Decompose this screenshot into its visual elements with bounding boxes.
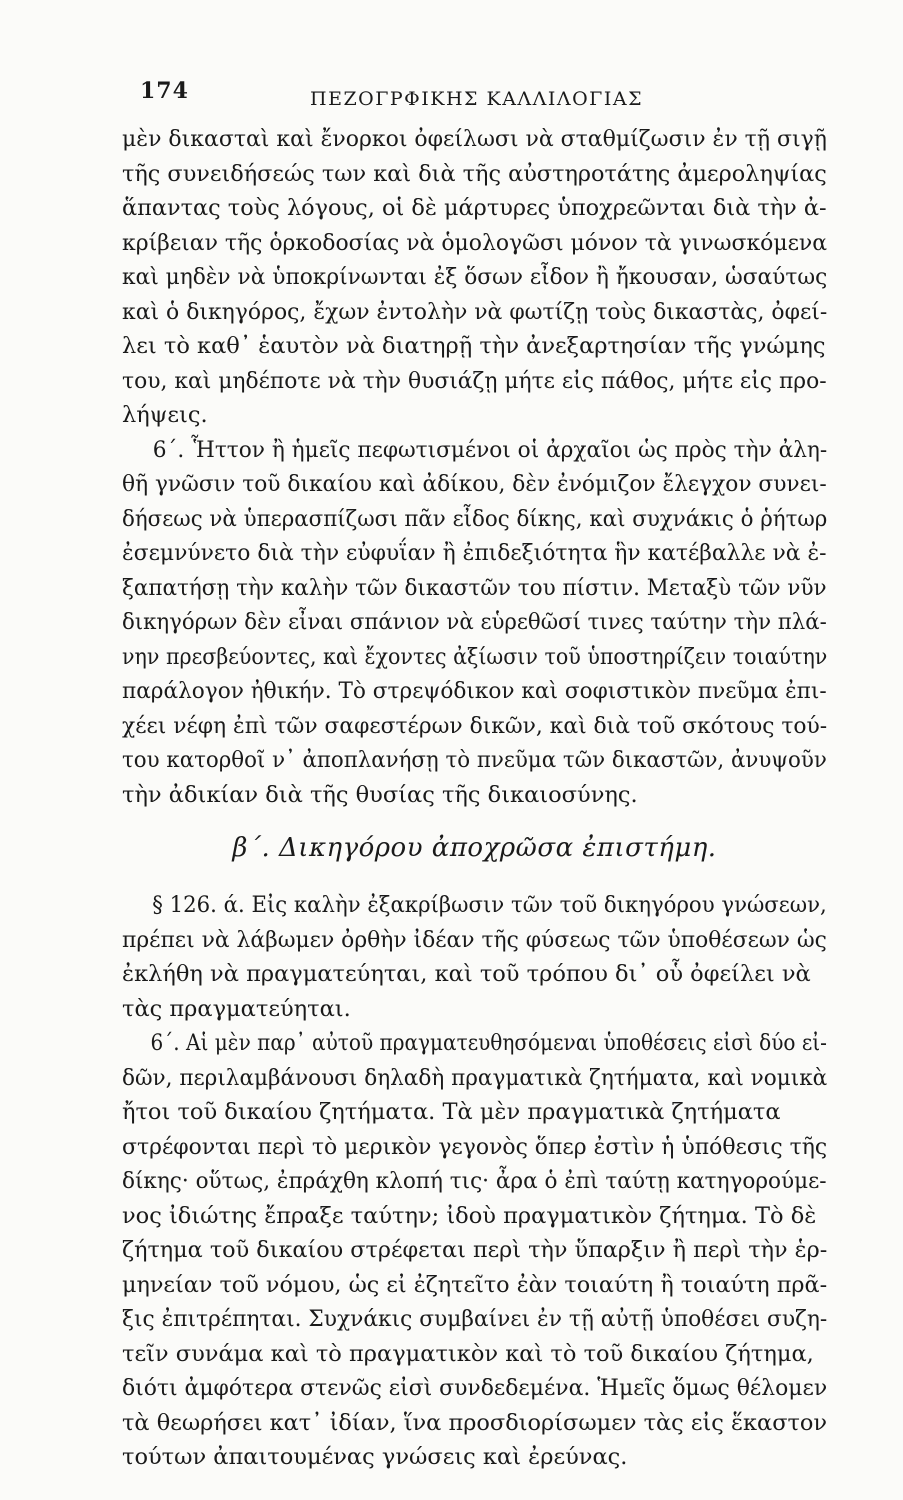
text-line: τὴν ἀδικίαν διὰ τῆς θυσίας τῆς δικαιοσύνης.	[122, 781, 638, 808]
text-line: διότι ἀμφότερα στενῶς εἰσὶ συνδεδεμένα. Ἡμεῖς ὅμως θέλομεν	[122, 1375, 828, 1401]
text-line: πρέπει νὰ λάβωμεν ὀρθὴν ἰδέαν τῆς φύσεως τῶν ὑποθέσεων ὡς	[122, 926, 827, 953]
text-line: § 126. ά. Εἰς καλὴν ἐξακρίβωσιν τῶν τοῦ δικηγόρου γνώσεων,	[152, 892, 827, 918]
section-heading: β΄. Δικηγόρου ἀποχρῶσα ἐπιστήμη.	[232, 833, 717, 863]
page-number: 174	[140, 78, 189, 104]
text-line: δήσεως νὰ ὑπερασπίζωσι πᾶν εἶδος δίκης, καὶ συχνάκις ὁ ῥήτωρ	[122, 505, 828, 532]
text-line: θῆ γνῶσιν τοῦ δικαίου καὶ ἀδίκου, δὲν ἐνόμιζον ἔλεγχον συνει-	[122, 471, 827, 497]
text-line: ζήτημα τοῦ δικαίου στρέφεται περὶ τὴν ὕπαρξιν ἢ περὶ τὴν ἑρ-	[122, 1237, 828, 1263]
text-line: μὲν δικασταὶ καὶ ἔνορκοι ὀφείλωσι νὰ σταθμίζωσιν ἐν τῇ σιγῇ	[122, 126, 827, 152]
text-line: νην πρεσβεύοντες, καὶ ἔχοντες ἀξίωσιν τοῦ ὑποστηρίζειν τοιαύτην	[122, 643, 828, 670]
text-line: δικηγόρων δὲν εἶναι σπάνιον νὰ εὑρεθῶσί τινες ταύτην τὴν πλά-	[122, 609, 827, 635]
text-line: χέει νέφη ἐπὶ τῶν σαφεστέρων δικῶν, καὶ διὰ τοῦ σκότους τού-	[122, 712, 828, 739]
text-line: ἤτοι τοῦ δικαίου ζητήματα. Τὰ μὲν πραγματικὰ ζητήματα	[122, 1099, 781, 1125]
text-line: τὰ θεωρήσει κατ᾽ ἰδίαν, ἵνα προσδιορίσωμεν τὰς εἰς ἕκαστον	[122, 1409, 828, 1436]
text-line: δίκης· οὕτως, ἐπράχθη κλοπή τις· ἆρα ὁ ἐπὶ ταύτῃ κατηγορούμε-	[122, 1168, 827, 1194]
text-line: καὶ μηδὲν νὰ ὑποκρίνωνται ἐξ ὅσων εἶδον ἢ ἤκουσαν, ὡσαύτως	[122, 264, 828, 290]
page-header	[140, 78, 820, 114]
text-line: ἅπαντας τοὺς λόγους, οἱ δὲ μάρτυρες ὑποχρεῶνται διὰ τὴν ἀ-	[122, 195, 827, 221]
paragraph-4	[122, 1026, 827, 1475]
paragraph-3	[122, 888, 827, 1026]
text-line: τεῖν συνάμα καὶ τὸ πραγματικὸν καὶ τὸ τοῦ δικαίου ζήτημα,	[122, 1340, 814, 1367]
text-line: ξις ἐπιτρέπηται. Συχνάκις συμβαίνει ἐν τῇ αὐτῇ ὑποθέσει συζη-	[122, 1306, 828, 1332]
text-line: λει τὸ καθ᾽ ἑαυτὸν νὰ διατηρῇ τὴν ἀνεξαρτησίαν τῆς γνώμης	[122, 333, 826, 359]
body-text	[122, 122, 827, 1475]
text-line: 6΄. Ἧττον ἢ ἡμεῖς πεφωτισμένοι οἱ ἀρχαῖοι ὡς πρὸς τὴν ἀλη-	[152, 436, 828, 463]
text-line: 6΄. Αἱ μὲν παρ᾽ αὐτοῦ πραγματευθησόμεναι ὑποθέσεις εἰσὶ δύο εἰ-	[150, 1030, 827, 1056]
text-line: του, καὶ μηδέποτε νὰ τὴν θυσιάζῃ μήτε εἰς πάθος, μήτε εἰς προ-	[122, 367, 827, 394]
text-line: λήψεις.	[122, 402, 208, 428]
text-line: ξαπατήσῃ τὴν καλὴν τῶν δικαστῶν του πίστιν. Μεταξὺ τῶν νῦν	[122, 574, 827, 601]
paragraph-2	[122, 433, 827, 813]
text-line: ἐκλήθη νὰ πραγματεύηται, καὶ τοῦ τρόπου δι᾽ οὗ ὀφείλει νὰ	[122, 961, 811, 987]
text-line: καὶ ὁ δικηγόρος, ἔχων ἐντολὴν νὰ φωτίζῃ τοὺς δικαστὰς, ὀφεί-	[122, 298, 828, 325]
running-title: ΠΕΖΟΓΡΦΙΚΗΣ ΚΑΛΛΙΛΟΓΙΑΣ	[310, 88, 644, 110]
text-line: ἐσεμνύνετο διὰ τὴν εὐφυΐαν ἢ ἐπιδεξιότητα ἣν κατέβαλλε νὰ ἐ-	[122, 540, 827, 566]
text-line: κρίβειαν τῆς ὁρκοδοσίας νὰ ὁμολογῶσι μόνον τὰ γινωσκόμενα	[122, 229, 828, 256]
text-line: τῆς συνειδήσεώς των καὶ διὰ τῆς αὐστηροτάτης ἀμεροληψίας	[122, 160, 827, 187]
text-line: μηνείαν τοῦ νόμου, ὡς εἰ ἐζητεῖτο ἐὰν τοιαύτη ἢ τοιαύτη πρᾶ-	[122, 1271, 828, 1298]
text-line: στρέφονται περὶ τὸ μερικὸν γεγονὸς ὅπερ ἐστὶν ἡ ὑπόθεσις τῆς	[122, 1133, 828, 1160]
text-line: δῶν, περιλαμβάνουσι δηλαδὴ πραγματικὰ ζητήματα, καὶ νομικὰ	[122, 1064, 828, 1091]
text-line: παράλογον ἠθικήν. Τὸ στρεψόδικον καὶ σοφιστικὸν πνεῦμα ἐπι-	[122, 678, 827, 704]
text-line: νος ἰδιώτης ἔπραξε ταύτην; ἰδοὺ πραγματικὸν ζήτημα. Τὸ δὲ	[122, 1202, 817, 1229]
text-line: τούτων ἀπαιτουμένας γνώσεις καὶ ἐρεύνας.	[122, 1444, 628, 1470]
paragraph-1	[122, 122, 827, 433]
text-line: του κατορθοῖ ν᾽ ἀποπλανήσῃ τὸ πνεῦμα τῶν δικαστῶν, ἀνυψοῦν	[122, 747, 827, 773]
text-line: τὰς πραγματεύηται.	[122, 995, 351, 1022]
